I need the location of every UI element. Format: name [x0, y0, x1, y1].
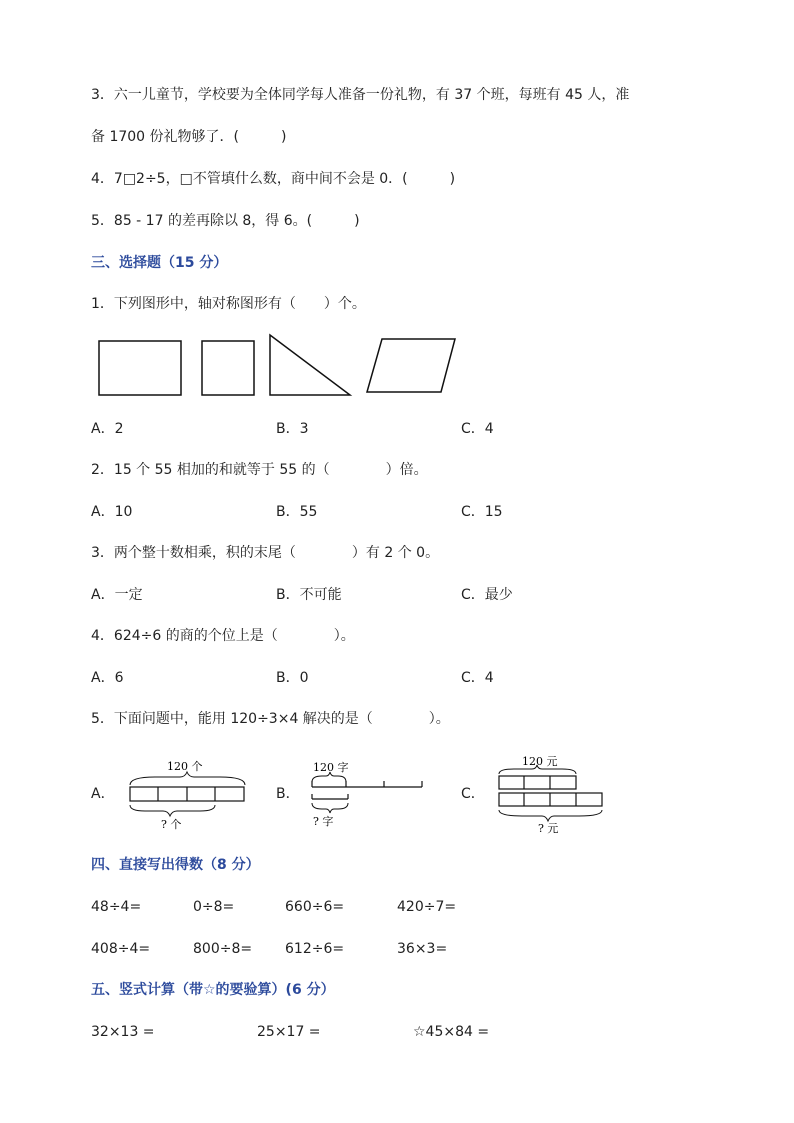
diagram-a-bottom-label: ? 个 — [161, 818, 182, 831]
q2-option-c[interactable]: C．15 — [461, 504, 503, 520]
calc-r1-c4: 420÷7= — [397, 899, 457, 915]
calc-r1-c2: 0÷8= — [193, 899, 235, 915]
q2-option-a[interactable]: A．10 — [91, 504, 133, 520]
diagram-c-bottom-brace — [499, 810, 602, 821]
q3-option-b[interactable]: B．不可能 — [276, 587, 342, 603]
calc-r1-c3: 660÷6= — [285, 899, 345, 915]
q1-option-a[interactable]: A．2 — [91, 421, 124, 437]
q3-option-c[interactable]: C．最少 — [461, 587, 513, 603]
diagram-a-top-label: 120 个 — [167, 760, 203, 773]
shape-parallelogram — [367, 339, 455, 392]
diagram-a-top-brace — [130, 772, 245, 785]
q5-diagram-a — [125, 755, 255, 835]
vertical-calc-1: 32×13 = — [91, 1024, 155, 1040]
calc-r1-c1: 48÷4= — [91, 899, 142, 915]
judge-q3-line2: 备 1700 份礼物够了．( ) — [91, 129, 287, 145]
shape-rectangle — [99, 341, 181, 395]
q1-option-b[interactable]: B．3 — [276, 421, 309, 437]
q4-option-c[interactable]: C．4 — [461, 670, 494, 686]
choice-q2-text: 2．15 个 55 相加的和就等于 55 的（ ）倍。 — [91, 462, 428, 478]
q5-option-a[interactable]: A． — [91, 786, 115, 802]
diagram-c-top-brace — [499, 765, 576, 774]
calc-r2-c3: 612÷6= — [285, 941, 345, 957]
vertical-calc-2: 25×17 = — [257, 1024, 321, 1040]
judge-q4: 4．7□2÷5，□不管填什么数，商中间不会是 0．( ) — [91, 171, 456, 187]
q2-option-b[interactable]: B．55 — [276, 504, 318, 520]
q1-option-c[interactable]: C．4 — [461, 421, 494, 437]
q5-diagram-c — [494, 752, 624, 837]
calc-r2-c2: 800÷8= — [193, 941, 253, 957]
choice-q1-text: 1．下列图形中，轴对称图形有（ ）个。 — [91, 296, 366, 312]
q1-shapes — [0, 330, 794, 410]
q4-option-b[interactable]: B．0 — [276, 670, 309, 686]
section3-heading: 三、选择题（15 分） — [91, 255, 228, 271]
calc-r2-c1: 408÷4= — [91, 941, 151, 957]
diagram-c-bar1 — [499, 776, 576, 789]
calc-r2-c4: 36×3= — [397, 941, 448, 957]
diagram-a-bottom-brace — [130, 805, 215, 816]
diagram-b-bottom-label: ? 字 — [313, 815, 334, 828]
judge-q5: 5．85 - 17 的差再除以 8，得 6。( ) — [91, 213, 360, 229]
shape-right-triangle — [270, 335, 350, 395]
choice-q5-text: 5．下面问题中，能用 120÷3×4 解决的是（ ）。 — [91, 711, 450, 727]
q4-option-a[interactable]: A．6 — [91, 670, 124, 686]
choice-q3-text: 3．两个整十数相乘，积的末尾（ ）有 2 个 0。 — [91, 545, 440, 561]
choice-q4-text: 4．624÷6 的商的个位上是（ ）。 — [91, 628, 355, 644]
q3-option-a[interactable]: A．一定 — [91, 587, 143, 603]
diagram-b-top-label: 120 字 — [313, 761, 349, 774]
q5-diagram-b — [308, 758, 438, 838]
diagram-c-bottom-label: ? 元 — [538, 822, 559, 835]
q5-option-c[interactable]: C． — [461, 786, 485, 802]
shape-square — [202, 341, 254, 395]
section5-heading: 五、竖式计算（带☆的要验算）(6 分） — [91, 982, 335, 998]
diagram-c-top-label: 120 元 — [522, 755, 558, 768]
diagram-b-bottom-brace — [312, 803, 348, 813]
vertical-calc-3: ☆45×84 = — [413, 1024, 490, 1040]
section4-heading: 四、直接写出得数（8 分） — [91, 857, 260, 873]
q5-option-b[interactable]: B． — [276, 786, 300, 802]
judge-q3-line1: 3．六一儿童节，学校要为全体同学每人准备一份礼物，有 37 个班，每班有 45 人，准 — [91, 87, 630, 103]
